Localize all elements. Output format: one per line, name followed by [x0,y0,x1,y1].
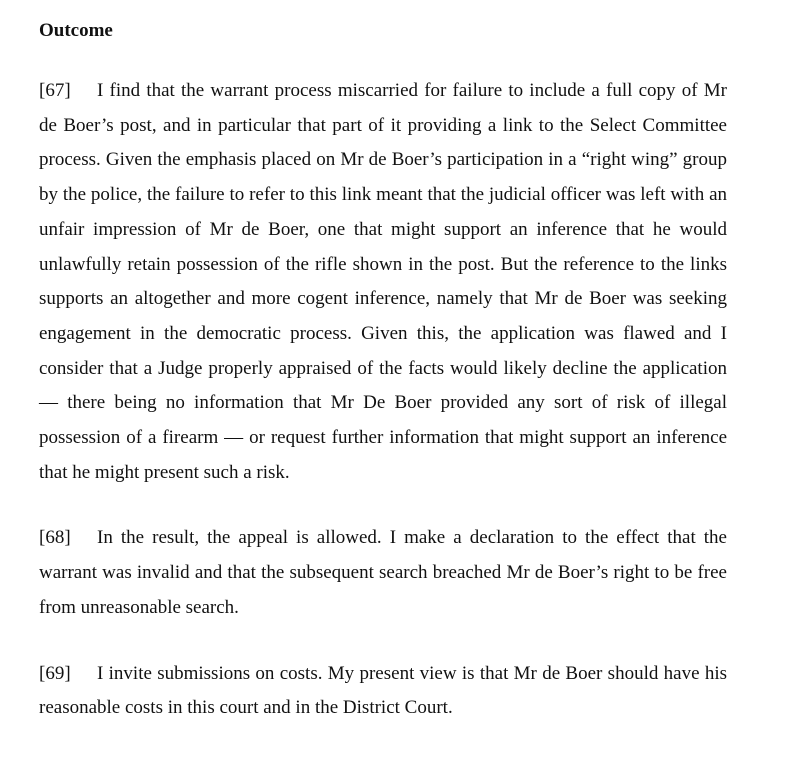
paragraph-68 [39,521,727,625]
paragraph-text: I invite submissions on costs. My present view is that Mr de Boer should have his reasonable costs in this court and in the District Court. [39,662,727,719]
paragraph-number: [69] [39,662,71,684]
paragraph-67 [39,74,727,490]
judgment-page [39,18,727,726]
paragraph-text: I find that the warrant process miscarried for failure to include a full copy of Mr de Boer’s post, and in particular that part of it providing a link to the Select Committee process. Given the emphasis placed on Mr de Boer’s participation in a “right wing” group by the police, the failure to refer to this link meant that the judicial officer was left with an unfair impression of Mr de Boer, one that might support an inference that he would unlawfully retain possession of the rifle shown in the post. But the reference to the links supports an altogether and more cogent inference, namely that Mr de Boer was seeking engagement in the democratic process. Given this, the application was flawed and I consider that a Judge properly appraised of the facts would likely decline the application — there being no information that Mr De Boer provided any sort of risk of illegal possession of a firearm — or request further information that might support an inference that he might present such a risk. [39,80,727,483]
paragraph-text: In the result, the appeal is allowed. I make a declaration to the effect that the warrant was invalid and that the subsequent search breached Mr de Boer’s right to be free from unreasonable search. [39,527,727,618]
paragraph-number: [67] [39,80,71,101]
section-heading: Outcome [39,20,113,41]
paragraph-number: [68] [39,527,71,549]
paragraph-69 [39,657,727,726]
